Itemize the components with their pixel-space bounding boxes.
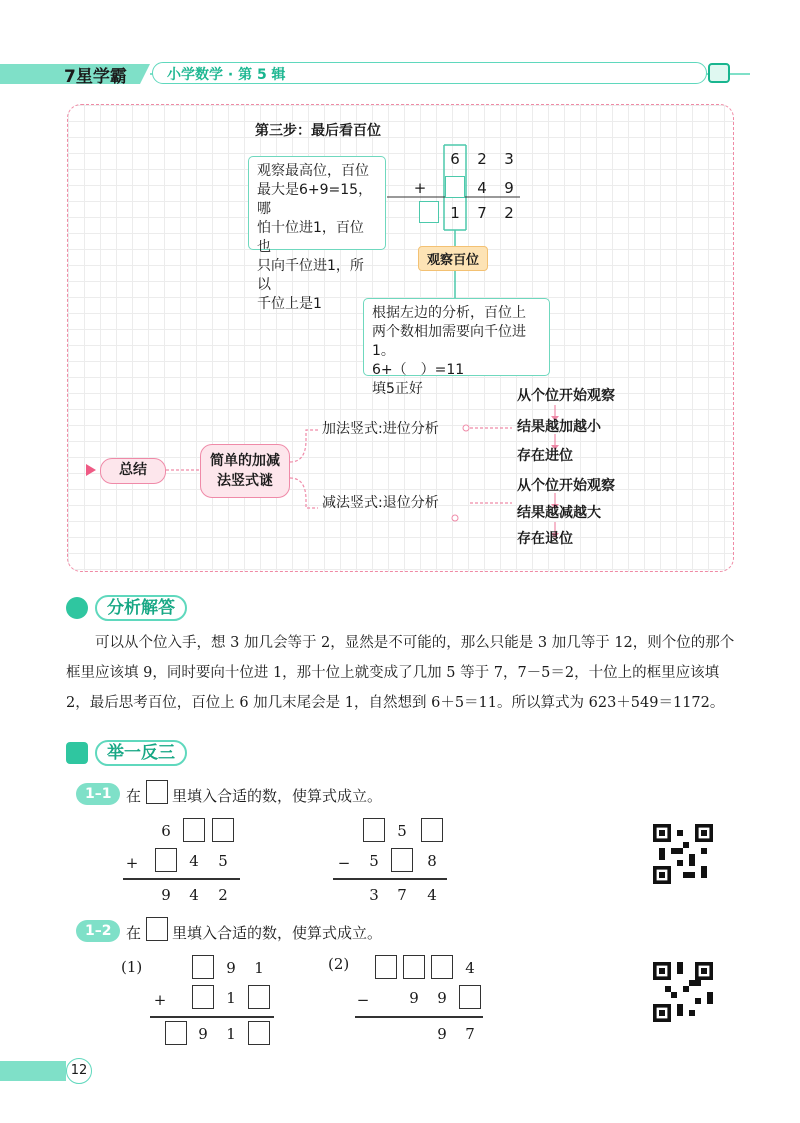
digit: 3 [504,150,514,168]
digit: 5 [397,822,407,840]
answer-box[interactable] [363,818,385,842]
digit: 1 [450,204,460,222]
summary-node: 总结 [100,458,166,484]
sum-line [355,1016,483,1018]
left-note-box [248,156,386,312]
digit: 9 [437,1025,447,1043]
digit: 4 [189,886,199,904]
answer-box[interactable] [431,955,453,979]
add-step: 从个位开始观察 [517,388,615,404]
qr-code [653,962,713,1022]
add-step: 存在进位 [517,448,573,464]
exercise-prefix: 在 [126,787,142,805]
blank-box [445,176,465,198]
digit: 7 [477,204,487,222]
digit: 9 [161,886,171,904]
digit: 5 [369,852,379,870]
branch-add: 加法竖式:进位分析 [322,421,439,437]
note-line: 只向千位进1，所以 [257,258,364,293]
digit: 7 [465,1025,475,1043]
note-line: 根据左边的分析，百位上 [372,305,526,321]
operator: − [337,854,351,872]
digit: 7 [397,886,407,904]
digit: 1 [226,1025,236,1043]
note-line: 千位上是1 [257,296,322,312]
answer-box[interactable] [459,985,481,1009]
answer-box[interactable] [183,818,205,842]
note-line: 6+（ ）=11 [372,362,465,378]
series-title: 小学数学 · 第 5 辑 [167,67,286,83]
digit: 9 [198,1025,208,1043]
sum-line [123,878,240,880]
answer-box[interactable] [375,955,397,979]
note-line: 填5正好 [372,381,423,397]
topic-line: 法竖式谜 [217,473,273,489]
sum-line [150,1016,274,1018]
qr-code [653,824,713,884]
exercise-instruction: 里填入合适的数，使算式成立。 [172,787,383,805]
digit: 9 [504,179,514,197]
analysis-icon [66,597,88,619]
digit: 3 [369,886,379,904]
answer-box[interactable] [192,955,214,979]
operator: − [356,991,370,1009]
exercise-prefix: 在 [126,924,142,942]
digit: 6 [450,150,460,168]
digit: 9 [409,989,419,1007]
exercise-tag: 1–1 [76,783,120,805]
analysis-paragraph [66,628,736,718]
digit: 6 [161,822,171,840]
pencil-icon [66,742,88,764]
part-label: (1) [121,958,143,976]
digit: 8 [427,852,437,870]
digit: 4 [189,852,199,870]
answer-box[interactable] [165,1021,187,1045]
analysis-text: 可以从个位入手，想 3 加几会等于 2，显然是不可能的，那么只能是 3 加几等于 12，则个位的那个框里应该填 9，同时要向十位进 1，那十位上就变成了几加 5 等于 7，7－5＝2，十位上的框里应该填 2，最后思考百位，百位上 6 加几末尾会是 1，自然想到 6＋5＝11。所以算式为 623＋549＝1172。 [66,635,735,711]
answer-box[interactable] [391,848,413,872]
blank-box [419,201,439,223]
step-title: 第三步：最后看百位 [255,123,381,139]
operator: + [153,991,167,1009]
exercise-instruction: 里填入合适的数，使算式成立。 [172,924,383,942]
observe-tag: 观察百位 [418,246,488,271]
digit: 2 [218,886,228,904]
topic-line: 简单的加减 [210,453,280,469]
topic-node [200,444,290,498]
answer-box[interactable] [248,985,270,1009]
branch-sub: 减法竖式:退位分析 [322,495,439,511]
digit: 1 [254,959,264,977]
plus-sign: + [413,179,427,197]
answer-box[interactable] [155,848,177,872]
practice-title: 举一反三 [95,740,187,766]
note-line: 观察最高位，百位 [257,163,369,179]
operator: + [125,854,139,872]
digit: 4 [477,179,487,197]
digit: 4 [465,959,475,977]
note-line: 两个数相加需要向千位进1。 [372,324,526,359]
note-line: 怕十位进1，百位也 [257,220,364,255]
sub-step: 结果越减越大 [517,505,601,521]
answer-box[interactable] [248,1021,270,1045]
digit: 5 [218,852,228,870]
sub-step: 存在退位 [517,531,573,547]
part-label: (2) [328,955,350,973]
analysis-title: 分析解答 [95,595,187,621]
sub-step: 从个位开始观察 [517,478,615,494]
digit: 9 [226,959,236,977]
add-step: 结果越加越小 [517,419,601,435]
sum-line [333,878,447,880]
digit: 2 [504,204,514,222]
answer-box[interactable] [192,985,214,1009]
digit: 9 [437,989,447,1007]
brand-title: 7星学霸 [64,67,127,87]
footer-band [0,1061,66,1081]
bottom-note-box [363,298,550,397]
digit: 1 [226,989,236,1007]
page-number: 12 [66,1058,92,1084]
digit: 4 [427,886,437,904]
sample-box [146,780,168,804]
answer-box[interactable] [403,955,425,979]
answer-box[interactable] [421,818,443,842]
answer-box[interactable] [212,818,234,842]
sample-box [146,917,168,941]
note-line: 最大是6+9=15，哪 [257,182,373,217]
exercise-tag: 1–2 [76,920,120,942]
digit: 2 [477,150,487,168]
